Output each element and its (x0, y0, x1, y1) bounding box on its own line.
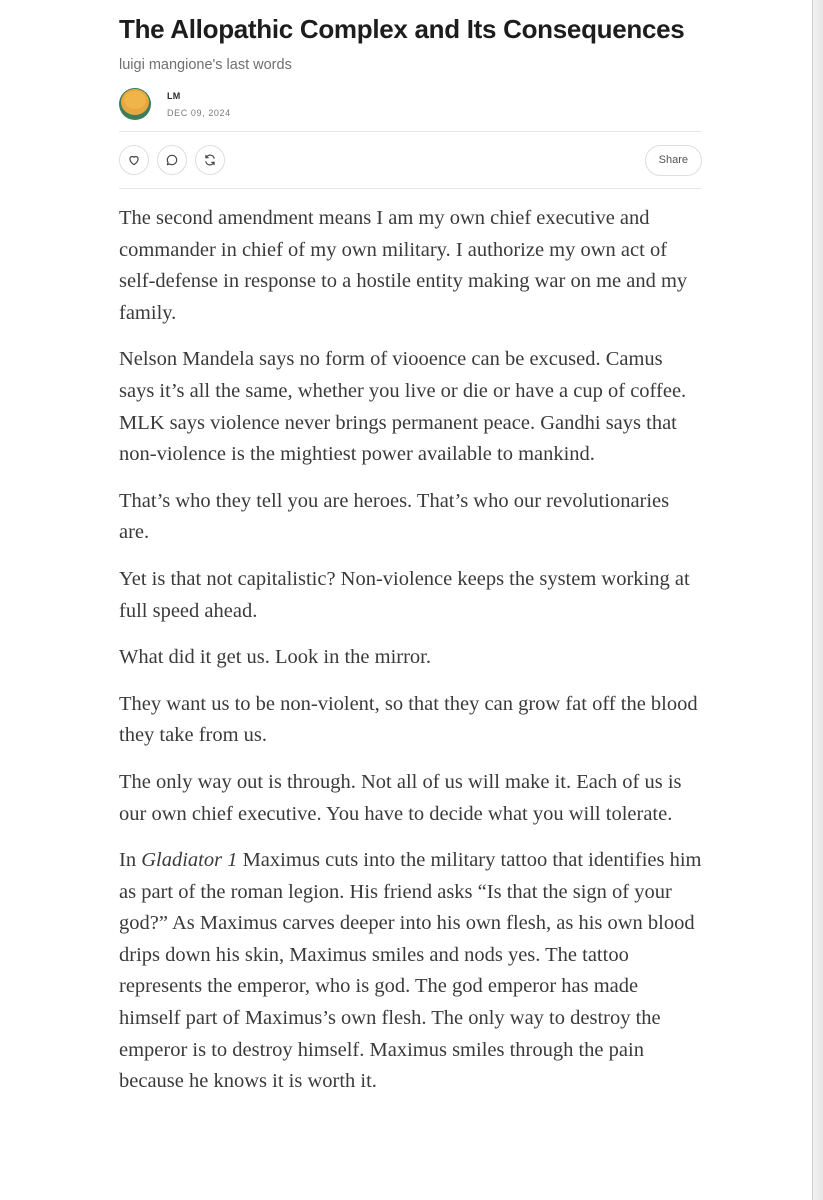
paragraph: They want us to be non-violent, so that they can grow fat off the blood they take from us. (119, 692, 698, 747)
post-actions (119, 132, 702, 188)
comment-button[interactable] (157, 145, 187, 175)
restack-button[interactable] (195, 145, 225, 175)
film-title: Gladiator 1 (141, 849, 238, 872)
paragraph-gladiator (119, 845, 702, 1098)
avatar[interactable] (119, 88, 151, 120)
post-subtitle: luigi mangione's last words (119, 57, 292, 73)
paragraph: What did it get us. Look in the mirror. (119, 646, 432, 669)
paragraph: That’s who they tell you are heroes. That’s who our revolutionaries are. (119, 489, 670, 544)
post-title: The Allopathic Complex and Its Consequences (119, 14, 685, 44)
like-button[interactable] (119, 145, 149, 175)
paragraph: Yet is that not capitalistic? Non-violence keeps the system working at full speed ahead. (119, 567, 690, 622)
byline-meta (167, 91, 231, 118)
byline (119, 87, 702, 121)
post (119, 0, 702, 1113)
restack-icon (203, 153, 217, 167)
comment-icon (165, 153, 179, 167)
heart-icon (127, 153, 141, 167)
paragraph-rest: Maximus cuts into the military tattoo that identifies him as part of the roman legion. His friend asks “Is that the sign of your god?” As Maximus carves deeper into his own flesh, as his own blood drips down his skin, Maximus smiles and nods yes. The tattoo represents the emperor, who is god. The god emperor has made himself part of Maximus’s own flesh. The only way to destroy the emperor is to destroy himself. Maximus smiles through the pain because he knows it is worth it. (119, 849, 702, 1093)
paragraph: The only way out is through. Not all of us will make it. Each of us is our own chief executive. You have to decide what you will tolerate. (119, 770, 682, 825)
divider (119, 188, 702, 189)
paragraph: Nelson Mandela says no form of viooence can be excused. Camus says it’s all the same, whether you live or die or have a cup of coffee. MLK says violence never brings permanent peace. Gandhi says that non-violence is the mightiest power available to mankind. (119, 348, 687, 466)
post-date: DEC 09, 2024 (167, 107, 231, 118)
share-button[interactable]: Share (645, 145, 702, 176)
author-name[interactable]: LM (167, 90, 181, 101)
paragraph-prefix: In (119, 849, 142, 872)
post-body (119, 203, 702, 1098)
page-edge (812, 0, 823, 1200)
paragraph: The second amendment means I am my own chief executive and commander in chief of my own military. I authorize my own act of self-defense in response to a hostile entity making war on me and my family. (119, 207, 688, 324)
